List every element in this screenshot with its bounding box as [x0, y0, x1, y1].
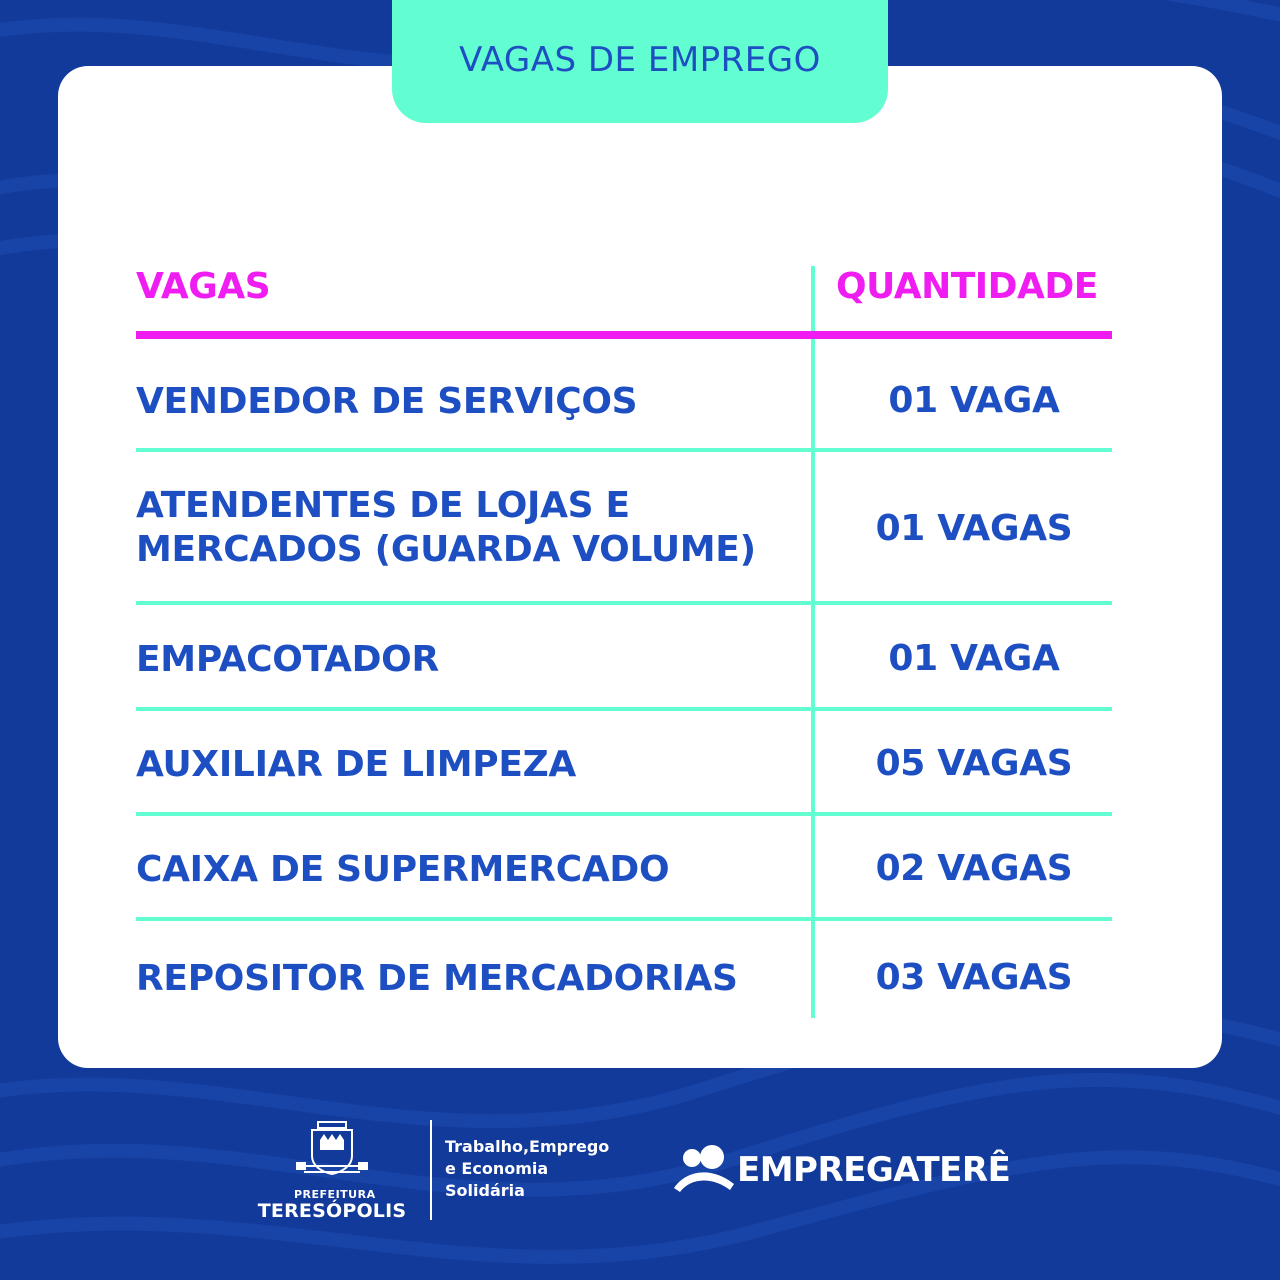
job-title: REPOSITOR DE MERCADORIAS	[136, 958, 738, 999]
row-separator	[136, 448, 1112, 452]
secretaria-line: Solidária	[445, 1181, 525, 1200]
row-separator	[136, 707, 1112, 711]
job-quantity: 03 VAGAS	[875, 957, 1073, 998]
title-tab	[392, 0, 888, 123]
job-title: EMPACOTADOR	[136, 639, 439, 680]
city-name: TERESÓPOLIS	[257, 1200, 407, 1222]
row-separator	[136, 812, 1112, 816]
page-title: VAGAS DE EMPREGO	[459, 39, 821, 80]
job-quantity: 02 VAGAS	[875, 848, 1073, 889]
header-jobs: VAGAS	[136, 266, 271, 307]
job-quantity: 05 VAGAS	[875, 743, 1073, 784]
job-title: VENDEDOR DE SERVIÇOS	[136, 381, 638, 422]
job-title: CAIXA DE SUPERMERCADO	[136, 849, 670, 890]
job-title: AUXILIAR DE LIMPEZA	[136, 744, 576, 785]
job-quantity: 01 VAGAS	[875, 508, 1073, 549]
secretaria-name	[445, 1136, 609, 1202]
header-underline	[136, 331, 1112, 339]
header-quantity: QUANTIDADE	[836, 266, 1098, 307]
footer	[0, 1068, 1280, 1280]
secretaria-line: Trabalho,Emprego	[445, 1137, 610, 1156]
row-separator	[136, 601, 1112, 605]
program-name: EMPREGATERÊ	[737, 1150, 1011, 1190]
job-quantity: 01 VAGA	[888, 380, 1060, 421]
jobs-table	[136, 262, 1112, 1020]
secretaria-line: e Economia	[445, 1159, 549, 1178]
footer-divider	[430, 1120, 432, 1220]
job-quantity: 01 VAGA	[888, 638, 1060, 679]
prefeitura-label: PREFEITURA	[294, 1188, 376, 1201]
row-separator	[136, 917, 1112, 921]
job-title: ATENDENTES DE LOJAS E MERCADOS (GUARDA VOLUME)	[136, 485, 756, 570]
empregatere-logo-icon	[672, 1144, 742, 1194]
city-crest-icon	[294, 1120, 370, 1192]
column-divider	[811, 266, 815, 1018]
